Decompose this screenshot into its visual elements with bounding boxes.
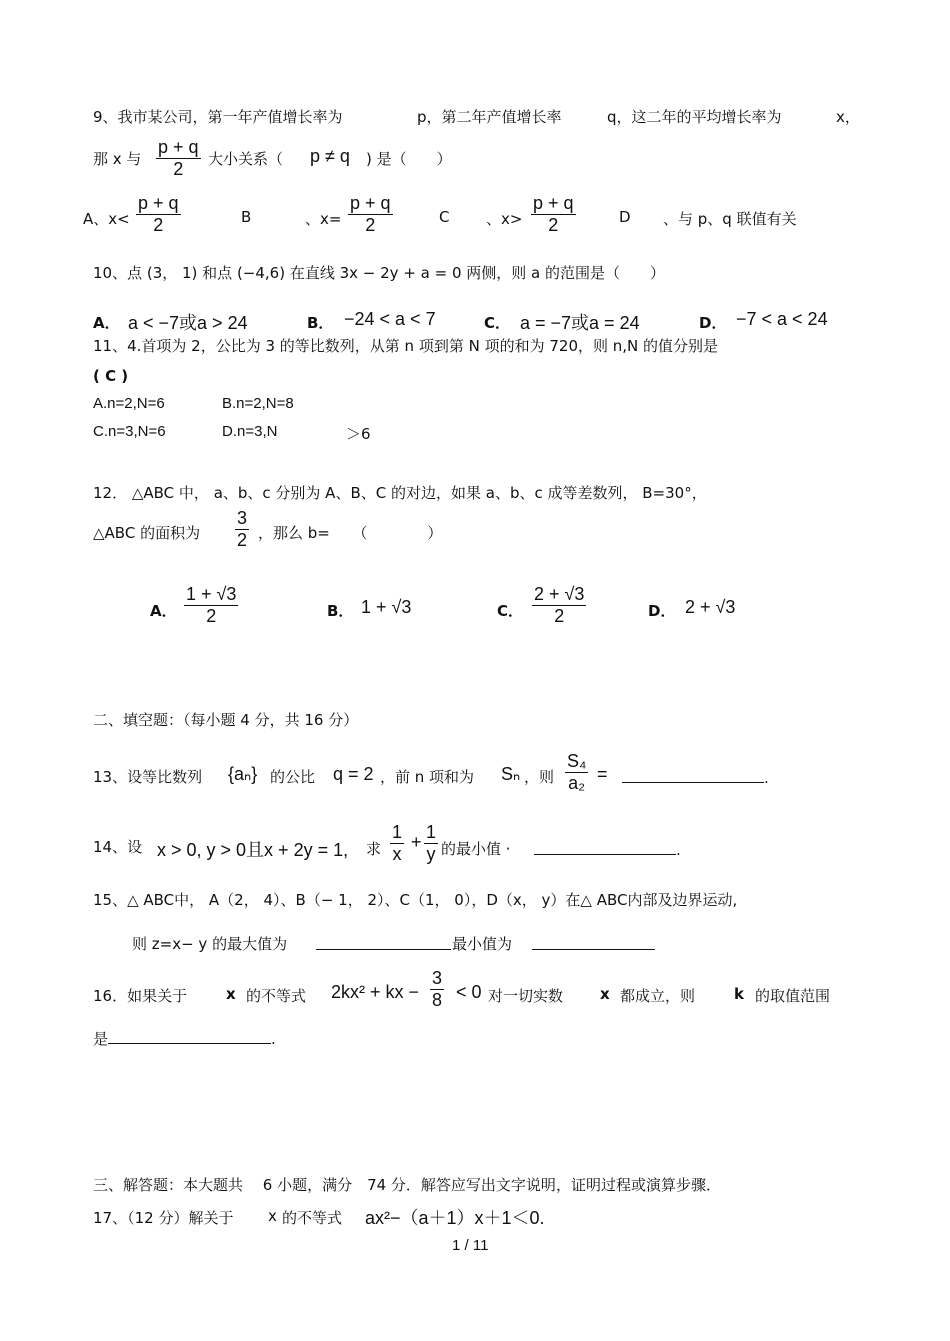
q16-expression: 2kx² + kx − <box>331 982 420 1002</box>
q10-option-c-label: C． <box>484 314 511 332</box>
q13-sum: Sₙ <box>501 764 521 784</box>
q9-option-a: A、x< <box>83 210 130 228</box>
q12-option-b-label: B． <box>327 602 354 620</box>
q13-mid2: ，前 n 项和为 <box>380 768 475 786</box>
q9-option-d-label: D <box>619 208 631 226</box>
fraction-denominator: y <box>424 843 438 865</box>
q16-answer-blank[interactable] <box>108 1027 271 1044</box>
q17-x: x <box>268 1207 277 1225</box>
q13-pre: 13、设等比数列 <box>93 768 203 786</box>
section-2-title: 二、填空题：（每小题 4 分，共 16 分） <box>93 711 359 729</box>
q12-option-d-label: D． <box>648 602 676 620</box>
q9-line2-pre: 那 x 与 <box>93 150 142 168</box>
q13-mid: 的公比 <box>270 768 316 786</box>
fraction-numerator: 3 <box>237 508 248 528</box>
q11-option-d: D.n=3,N <box>222 423 278 440</box>
q14-fraction-1 <box>390 822 404 865</box>
q12-option-d: 2 + √3 <box>685 597 736 617</box>
q16-line2 <box>93 1027 276 1049</box>
q14-mid: 求 <box>366 840 382 858</box>
fraction-denominator: 8 <box>432 990 443 1010</box>
q11-option-b: B.n=2,N=8 <box>222 395 294 412</box>
q10-option-a-label: A． <box>93 314 120 332</box>
fraction-numerator: p + q <box>138 193 179 213</box>
blank-line[interactable] <box>316 933 451 950</box>
fraction-denominator: 2 <box>136 214 181 236</box>
fraction-denominator: 2 <box>348 214 393 236</box>
q11-option-c: C.n=3,N=6 <box>93 423 166 440</box>
blank-line[interactable] <box>532 933 655 950</box>
q12-option-a-label: A． <box>150 602 177 620</box>
q12-text: 12． △ABC 中， a、b、c 分别为 A、B、C 的对边，如果 a、b、c 成等差数列， B=30°， <box>93 484 707 502</box>
q9-option-b-fraction <box>348 193 393 236</box>
fraction-numerator: 2 + √3 <box>534 584 585 604</box>
q14-plus: + <box>411 832 422 852</box>
q11-text: 11、4.首项为 2，公比为 3 的等比数列，从第 n 项到第 N 项的和为 720，则 n,N 的值分别是 <box>93 337 719 355</box>
q15-line2-pre: 则 z=x− y 的最大值为 <box>132 935 288 953</box>
blank-line[interactable] <box>534 838 676 855</box>
q13-ratio: q = 2 <box>333 764 374 784</box>
q14-condition: x > 0, y > 0且x + 2y = 1, <box>157 840 349 860</box>
q9-condition: p ≠ q <box>310 146 350 166</box>
q11-option-d-tail: ＞6 <box>346 425 371 443</box>
q14-pre: 14、设 <box>93 838 143 856</box>
q9-option-b-label: B <box>241 208 252 226</box>
fraction-numerator: 1 <box>426 822 437 842</box>
q17-pre: 17、（12 分）解关于 <box>93 1209 234 1227</box>
fraction-denominator: x <box>390 843 404 865</box>
q10-option-d: −7 < a < 24 <box>736 309 828 329</box>
q16-x: x <box>226 985 236 1003</box>
fraction-numerator: 1 + √3 <box>186 584 237 604</box>
q10-option-c: a = −7或a = 24 <box>520 313 640 333</box>
q15-max-blank[interactable] <box>316 933 451 954</box>
q15-min-blank[interactable] <box>532 933 655 954</box>
fraction-numerator: S₄ <box>567 751 587 771</box>
q13-tail: . <box>764 769 769 787</box>
q11-answer: ( C ) <box>93 367 129 385</box>
blank-line[interactable] <box>622 766 764 783</box>
q11-option-a: A.n=2,N=6 <box>93 395 165 412</box>
q9-fraction <box>156 137 201 180</box>
q9-line2-mid: 大小关系（ <box>208 150 284 168</box>
q14-fraction-2 <box>424 822 438 865</box>
q15-line2-mid: 最小值为 <box>452 935 513 953</box>
q16-mid: 的不等式 <box>246 987 307 1005</box>
q9-option-b: 、x= <box>305 210 342 228</box>
q9-line1 <box>93 106 343 127</box>
q16-tail: . <box>271 1030 276 1048</box>
q16-less-than: < 0 <box>456 982 482 1002</box>
q9-option-a-fraction <box>136 193 181 236</box>
fraction-denominator: a₂ <box>565 772 588 794</box>
q14-post: 的最小值 · <box>441 840 511 858</box>
q12-option-a-fraction <box>184 584 238 627</box>
fraction-denominator: 2 <box>532 605 586 627</box>
q10-option-d-label: D． <box>699 314 727 332</box>
q13-mid3: ，则 <box>524 768 555 786</box>
q16-pre: 16．如果关于 <box>93 987 188 1005</box>
q14-tail: . <box>676 841 681 859</box>
q10-text: 10、点 (3， 1) 和点 (−4,6) 在直线 3x − 2y + a = 0 两侧，则 a 的范围是（ ） <box>93 264 666 282</box>
fraction-numerator: 3 <box>432 968 443 988</box>
q15-line1: 15、△ ABC中， A（2， 4）、B（− 1， 2）、C（1， 0），D（x， y）在△ ABC内部及边界运动, <box>93 891 738 909</box>
q16-x2: x <box>600 985 610 1003</box>
fraction-denominator: 2 <box>184 605 238 627</box>
q12-line2-post: ，那么 b= （ ） <box>258 524 443 542</box>
q9-option-c-fraction <box>531 193 576 236</box>
q12-option-b: 1 + √3 <box>361 597 412 617</box>
q16-post3: 的取值范围 <box>755 987 831 1005</box>
q16-post: 对一切实数 <box>488 987 564 1005</box>
q10-option-b-label: B． <box>307 314 334 332</box>
q9-x: x， <box>836 108 860 126</box>
q9-text: 9、我市某公司，第一年产值增长率为 <box>93 108 343 126</box>
fraction-denominator: 2 <box>531 214 576 236</box>
q10-option-a: a < −7或a > 24 <box>128 313 248 333</box>
q9-line2-post: ) 是（ ） <box>366 150 452 168</box>
q12-option-c-label: C． <box>497 602 524 620</box>
page-number: 1 / 11 <box>452 1237 489 1254</box>
q9-q: q，这二年的平均增长率为 <box>607 108 782 126</box>
q12-line2-pre: △ABC 的面积为 <box>93 524 201 542</box>
q9-option-c: 、x> <box>486 210 523 228</box>
q13-answer-blank[interactable] <box>622 766 769 787</box>
q9-p: p，第二年产值增长率 <box>417 108 562 126</box>
q13-fraction <box>565 751 588 794</box>
q9-option-d: 、与 p、q 联值有关 <box>663 210 797 228</box>
fraction-numerator: p + q <box>158 137 199 157</box>
q13-sequence: {aₙ} <box>228 764 258 784</box>
q16-post2: 都成立，则 <box>620 987 696 1005</box>
q16-k: k <box>734 985 744 1003</box>
q16-fraction <box>430 968 444 1011</box>
fraction-numerator: p + q <box>533 193 574 213</box>
q16-line2-text: 是 <box>93 1030 109 1048</box>
q13-equals: = <box>597 764 608 784</box>
q14-answer-blank[interactable] <box>534 838 681 859</box>
fraction-numerator: 1 <box>392 822 403 842</box>
q17-expression: ax²−（a＋1）x＋1＜0. <box>365 1208 545 1228</box>
q10-option-b: −24 < a < 7 <box>344 309 436 329</box>
fraction-denominator: 2 <box>237 530 248 550</box>
fraction-denominator: 2 <box>156 158 201 180</box>
q12-option-c-fraction <box>532 584 586 627</box>
q9-option-c-label: C <box>439 208 450 226</box>
q12-area-fraction <box>235 508 249 551</box>
section-3-title: 三、解答题：本大题共 6 小题，满分 74 分．解答应写出文字说明，证明过程或演算步骤． <box>93 1176 721 1194</box>
fraction-numerator: p + q <box>350 193 391 213</box>
q17-mid: 的不等式 <box>282 1209 343 1227</box>
